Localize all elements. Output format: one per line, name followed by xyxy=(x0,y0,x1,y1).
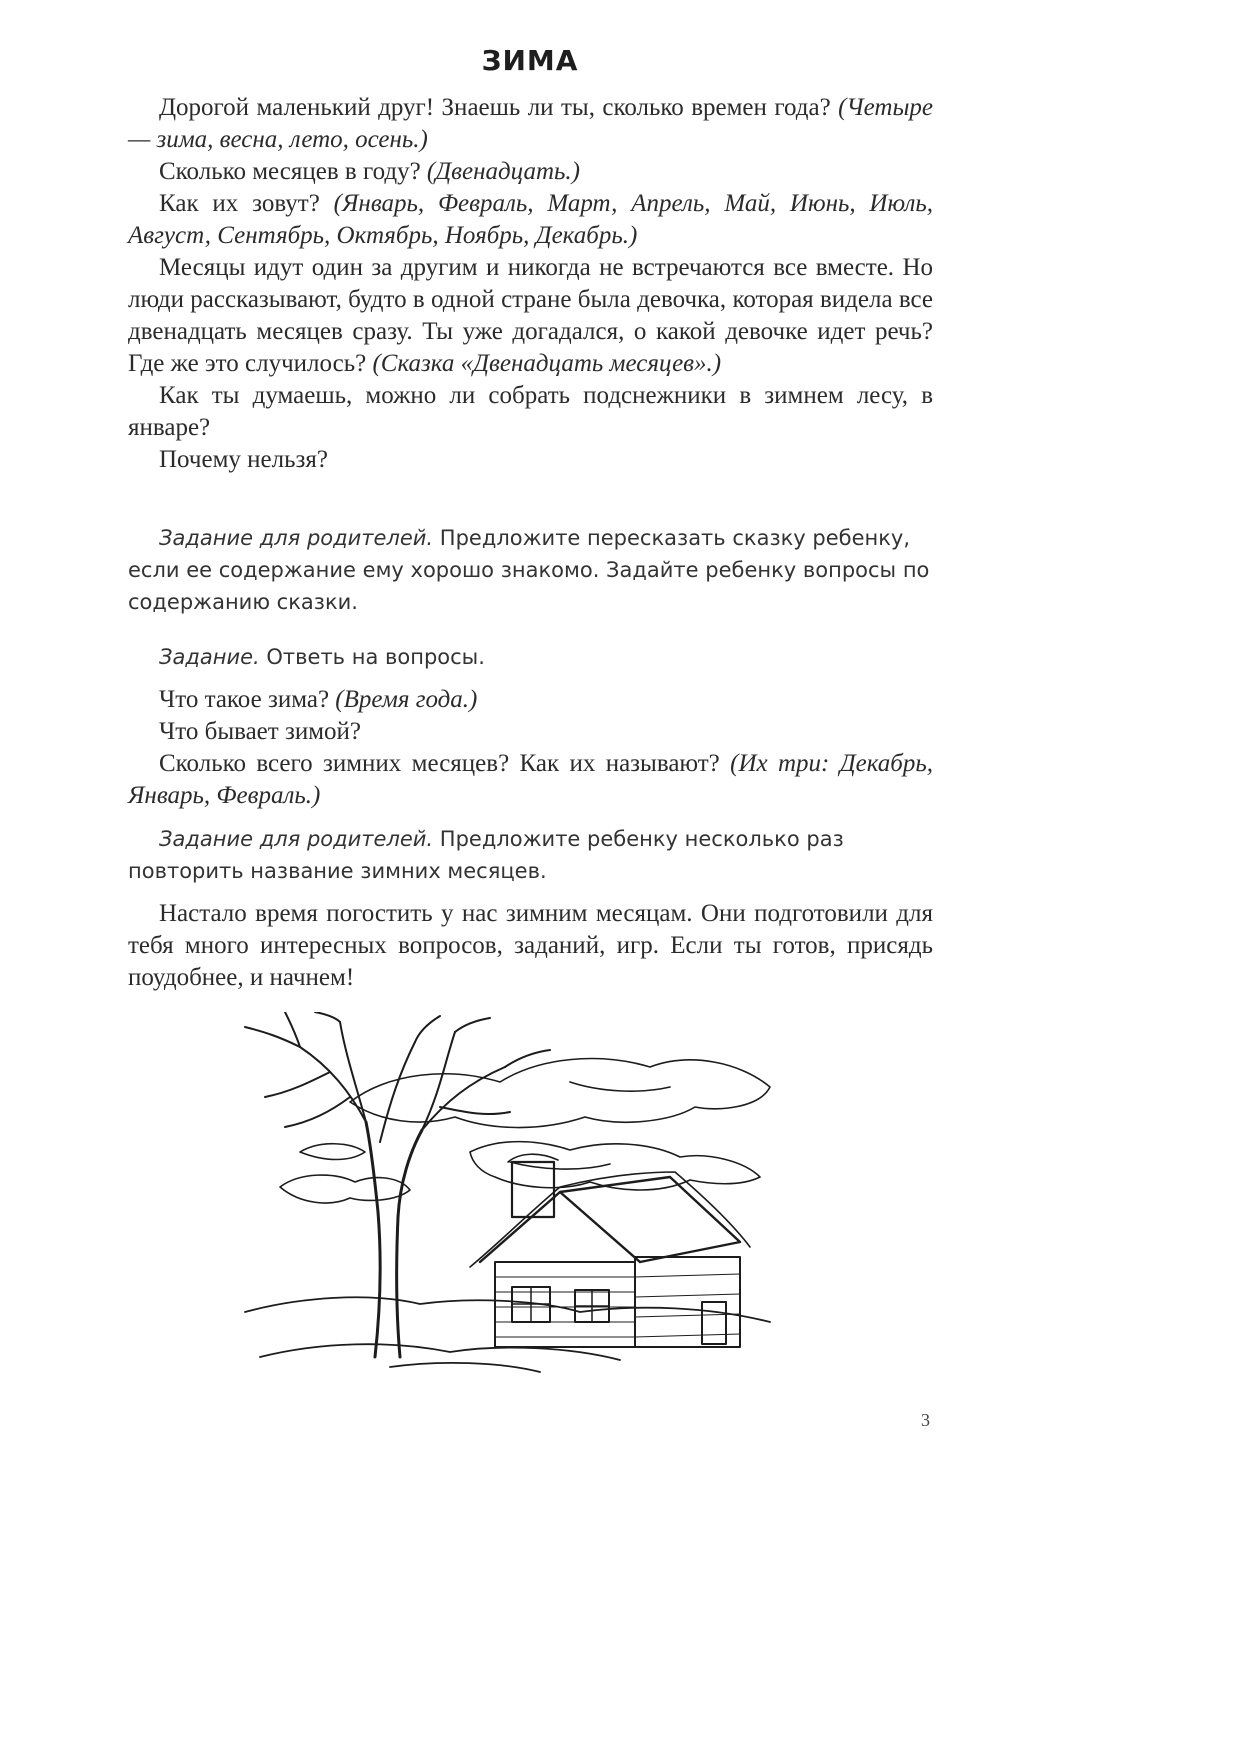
task-text: Предложите ребенку несколько раз повторить название зимних месяцев. xyxy=(128,827,844,883)
parents-task-repeat xyxy=(128,823,933,887)
task-text: Предложите пересказать сказку ребенку, если ее содержание ему хорошо знакомо. Задайте ребенку вопросы по содержанию сказки. xyxy=(128,526,930,614)
months-answer: (Двенадцать.) xyxy=(426,158,580,185)
intro-section xyxy=(128,92,933,476)
task-label: Задание для родителей. xyxy=(159,827,434,851)
bare-tree xyxy=(245,1012,550,1357)
winter-questions xyxy=(128,684,933,812)
intro-paragraph xyxy=(128,92,933,156)
names-question-text: Как их зовут? xyxy=(159,190,320,217)
task-answer-questions xyxy=(159,641,933,673)
snowy-ground xyxy=(245,1297,770,1372)
closing-paragraph: Настало время погостить у нас зимним месяцам. Они подготовили для тебя много интересных вопросов, заданий, игр. Если ты готов, присядь поудобнее, и начнем! xyxy=(128,900,933,991)
names-question xyxy=(128,188,933,252)
why-question: Почему нельзя? xyxy=(159,446,328,473)
question-text: Что такое зима? xyxy=(159,686,330,713)
months-question xyxy=(128,156,933,188)
task-text: Ответь на вопросы. xyxy=(266,645,485,669)
intro-question: Дорогой маленький друг! Знаешь ли ты, сколько времен года? xyxy=(159,94,831,121)
task-label: Задание для родителей. xyxy=(159,526,434,550)
task-label: Задание. xyxy=(159,645,260,669)
parents-task-retell xyxy=(128,522,933,618)
intro-answer: (Четыре — зима, весна, лето, осень.) xyxy=(128,94,934,153)
page-title: ЗИМА xyxy=(481,44,579,77)
question-item xyxy=(128,684,933,716)
page-number: 3 xyxy=(921,1410,930,1430)
question-item: Что бывает зимой? xyxy=(159,718,362,745)
story-text: Месяцы идут один за другим и никогда не встречаются все вместе. Но люди рассказывают, будто в одной стране была девочка, которая видела все двенадцать месяцев сразу. Ты уже догадался, о какой девочке идет речь? Где же это случилось? xyxy=(128,254,933,377)
question-item xyxy=(128,748,933,812)
question-answer: (Их три: Декабрь, Январь, Февраль.) xyxy=(128,750,933,809)
story-answer: (Сказка «Двенадцать месяцев».) xyxy=(372,350,722,377)
months-question-text: Сколько месяцев в году? xyxy=(159,158,421,185)
story-paragraph xyxy=(128,252,933,380)
closing-section xyxy=(128,898,933,994)
question-text: Сколько всего зимних месяцев? Как их называют? xyxy=(159,750,720,777)
names-answer: (Январь, Февраль, Март, Апрель, Май, Июнь, Июль, Август, Сентябрь, Октябрь, Ноябрь, Декабрь.) xyxy=(128,190,934,249)
snowdrops-question: Как ты думаешь, можно ли собрать подснежники в зимнем лесу, в январе? xyxy=(128,382,933,441)
question-answer: (Время года.) xyxy=(335,686,478,713)
winter-house-illustration xyxy=(240,1012,795,1412)
